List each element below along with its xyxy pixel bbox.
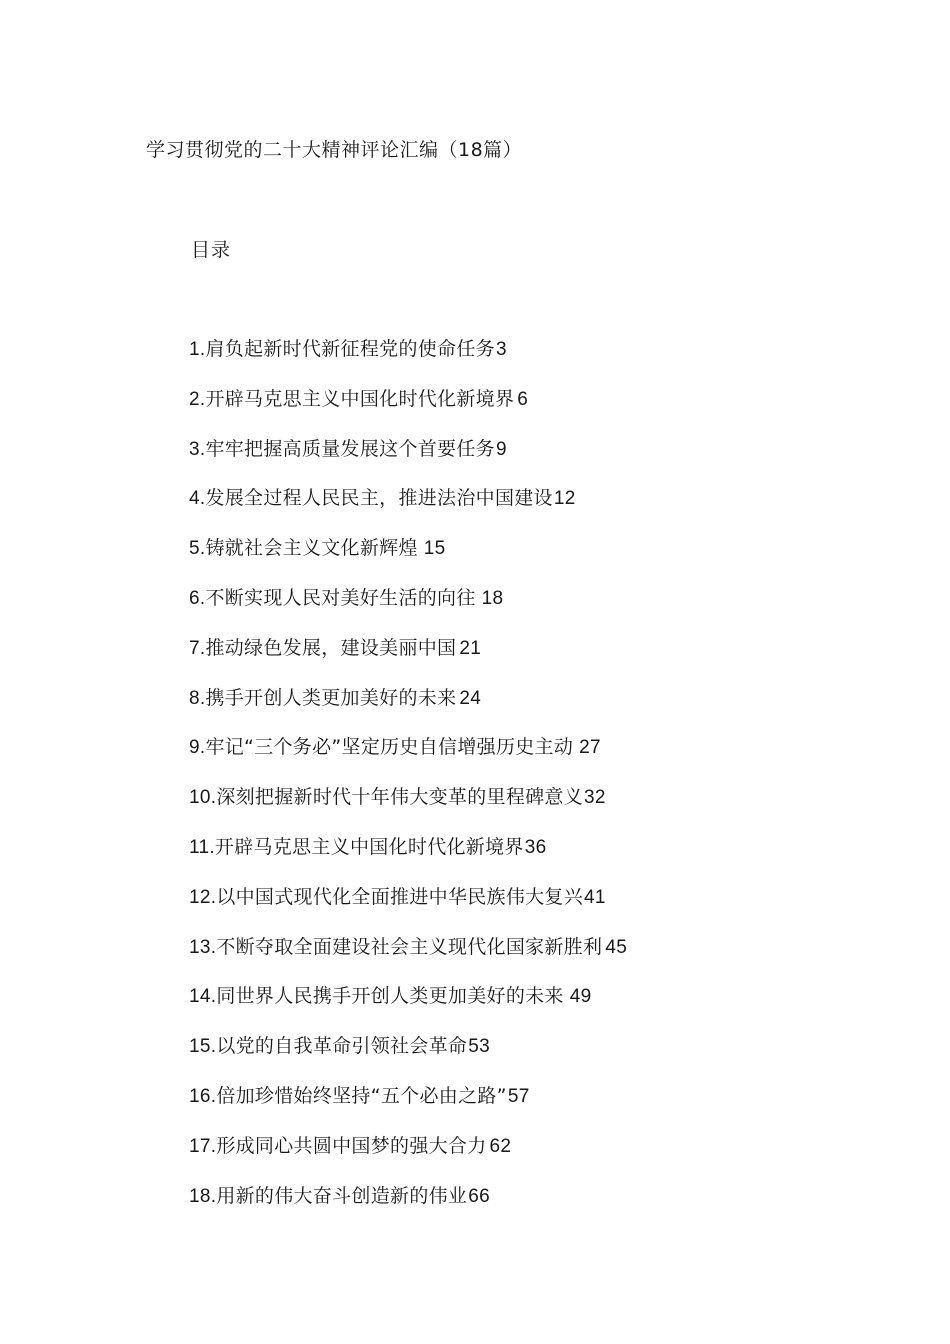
toc-entry-title: 不断实现人民对美好生活的向往 <box>205 586 476 609</box>
toc-heading: 目录 <box>191 239 232 261</box>
toc-entry-title: 同世界人民携手开创人类更加美好的未来 <box>216 985 564 1008</box>
toc-entry-title: 肩负起新时代新征程党的使命任务 <box>205 338 495 360</box>
toc-entry-title: 开辟马克思主义中国化时代化新境界 <box>214 835 524 858</box>
toc-entry-page-number: 66 <box>468 1185 490 1207</box>
toc-entry-title: 发展全过程人民民主，推进法治中国建设 <box>205 487 553 510</box>
toc-entry-title: 牢牢把握高质量发展这个首要任务 <box>205 437 495 460</box>
toc-entry-title: 不断夺取全面建设社会主义现代化国家新胜利 <box>216 935 603 958</box>
toc-entry[interactable] <box>189 1028 627 1078</box>
toc-entry-title: 铸就社会主义文化新辉煌 <box>205 537 418 560</box>
toc-entry-page-number: 24 <box>459 687 482 709</box>
toc-entry-title: 推动绿色发展，建设美丽中国 <box>205 636 457 659</box>
toc-entry[interactable] <box>189 779 627 829</box>
toc-entry-number: 2. <box>189 388 206 410</box>
toc-entry-page-number: 18 <box>481 587 504 609</box>
toc-entry-number: 5. <box>189 538 206 560</box>
toc-entry[interactable] <box>189 331 627 381</box>
toc-entry[interactable] <box>189 431 627 481</box>
toc-entry-page-number: 36 <box>524 836 547 858</box>
toc-entry-page-number: 27 <box>579 737 601 759</box>
toc-entry-number: 7. <box>189 637 206 659</box>
toc-entry[interactable] <box>189 829 627 879</box>
toc-entry-title: 牢记“三个务必”坚定历史自信增强历史主动 <box>205 736 574 759</box>
toc-entry-title: 用新的伟大奋斗创造新的伟业 <box>216 1184 468 1207</box>
toc-entry-page-number: 57 <box>507 1085 530 1107</box>
toc-entry[interactable] <box>189 381 627 431</box>
toc-entry-page-number: 15 <box>423 538 446 560</box>
toc-entry-page-number: 21 <box>459 637 482 659</box>
toc-entry[interactable] <box>189 978 627 1028</box>
toc-entry-page-number: 53 <box>468 1036 490 1058</box>
toc-entry-page-number: 6 <box>517 388 529 410</box>
toc-entry-title: 深刻把握新时代十年伟大变革的里程碑意义 <box>216 786 584 809</box>
toc-entry-title: 以中国式现代化全面推进中华民族伟大复兴 <box>216 885 584 908</box>
toc-entry-title: 形成同心共圆中国梦的强大合力 <box>216 1134 487 1157</box>
toc-entry[interactable] <box>189 580 627 630</box>
toc-entry[interactable] <box>189 680 627 730</box>
toc-entry-title: 倍加珍惜始终坚持“五个必由之路” <box>216 1084 507 1107</box>
toc-entry[interactable] <box>189 879 627 929</box>
toc-entry[interactable] <box>189 929 627 979</box>
toc-entry-number: 13. <box>189 936 217 958</box>
toc-entry[interactable] <box>189 729 627 779</box>
toc-entry-title: 开辟马克思主义中国化时代化新境界 <box>205 387 515 410</box>
toc-entry-number: 3. <box>189 438 206 460</box>
toc-entry-page-number: 49 <box>569 986 592 1008</box>
toc-entry[interactable] <box>189 480 627 530</box>
document-title: 学习贯彻党的二十大精神评论汇编（18篇） <box>146 139 523 161</box>
toc-entry-number: 17. <box>189 1135 217 1157</box>
toc-entry-title: 携手开创人类更加美好的未来 <box>205 686 457 709</box>
toc-entry-number: 12. <box>189 886 217 908</box>
toc-entry[interactable] <box>189 530 627 580</box>
toc-entry-page-number: 3 <box>495 339 507 360</box>
toc-entry-number: 6. <box>189 587 206 609</box>
toc-entry-title: 以党的自我革命引领社会革命 <box>216 1035 468 1058</box>
table-of-contents <box>189 331 627 1227</box>
toc-entry-number: 15. <box>189 1036 217 1058</box>
toc-entry-number: 14. <box>189 986 217 1008</box>
toc-entry-number: 10. <box>189 787 217 809</box>
toc-entry-page-number: 41 <box>584 886 606 908</box>
toc-entry-page-number: 12 <box>553 488 576 510</box>
toc-entry-number: 9. <box>189 737 206 759</box>
toc-entry-number: 18. <box>189 1185 217 1207</box>
toc-entry[interactable] <box>189 1078 627 1128</box>
toc-entry-page-number: 45 <box>605 936 628 958</box>
toc-entry-page-number: 9 <box>495 438 507 460</box>
toc-entry-page-number: 32 <box>584 787 606 809</box>
toc-entry[interactable] <box>189 1128 627 1178</box>
toc-entry-number: 4. <box>189 488 206 510</box>
toc-entry-page-number: 62 <box>489 1135 512 1157</box>
toc-entry-number: 1. <box>189 339 206 360</box>
toc-entry-number: 11. <box>189 836 215 858</box>
toc-entry[interactable] <box>189 1178 627 1228</box>
toc-entry-number: 16. <box>189 1085 217 1107</box>
toc-entry-number: 8. <box>189 687 206 709</box>
toc-entry[interactable] <box>189 630 627 680</box>
